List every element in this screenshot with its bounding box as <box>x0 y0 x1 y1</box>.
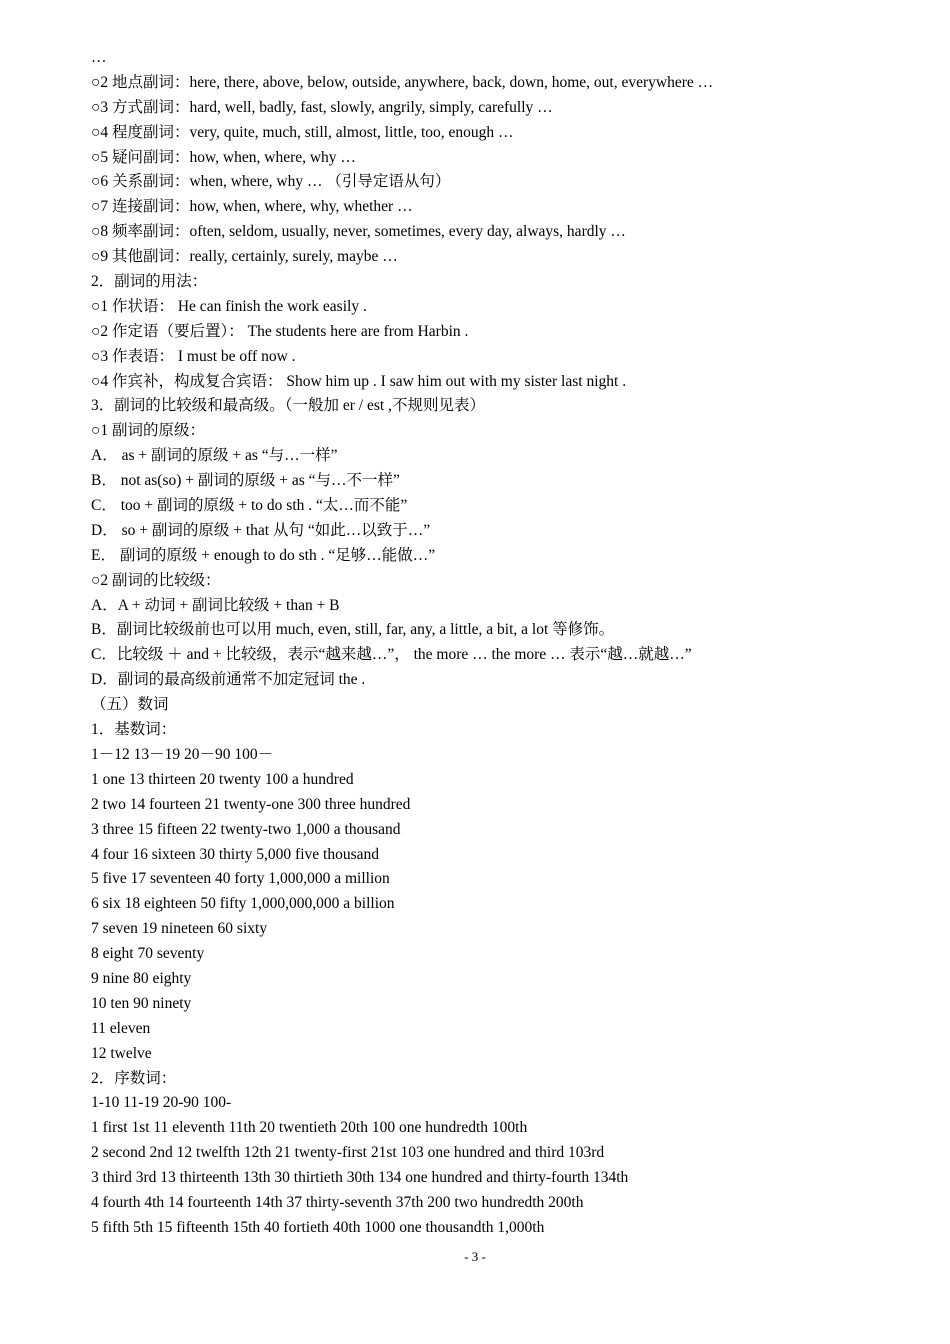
section-heading: 2．副词的用法： <box>91 273 208 291</box>
text-line: A．A + 动词 + 副词比较级 + than + B <box>91 596 340 614</box>
text-line: ○1 副词的原级： <box>91 422 205 440</box>
text-line: ○2 副词的比较级： <box>91 571 221 589</box>
text-line: ○4 作宾补，构成复合宾语： Show him up . I saw him out with my sister last night . <box>91 372 627 390</box>
text-line: ○6 关系副词：when, where, why … （引导定语从句） <box>91 173 451 191</box>
text-line: 7 seven 19 nineteen 60 sixty <box>91 920 268 938</box>
text-line: 4 four 16 sixteen 30 thirty 5,000 five thousand <box>91 845 379 863</box>
text-line: 3 third 3rd 13 thirteenth 13th 30 thirtieth 30th 134 one hundred and thirty-fourth 134th <box>91 1169 629 1187</box>
text-line: ○3 方式副词：hard, well, badly, fast, slowly, angrily, simply, carefully … <box>91 98 553 116</box>
text-line: 10 ten 90 ninety <box>91 994 192 1012</box>
text-line: 1－12 13－19 20－90 100－ <box>91 745 274 763</box>
text-line: 1 first 1st 11 eleventh 11th 20 twentieth 20th 100 one hundredth 100th <box>91 1119 528 1137</box>
text-line: 2 two 14 fourteen 21 twenty-one 300 three hundred <box>91 795 411 813</box>
section-heading: （五）数词 <box>91 696 169 714</box>
text-line: 1-10 11-19 20-90 100- <box>91 1094 232 1112</box>
text-line: A． as + 副词的原级 + as “与…一样” <box>91 447 338 465</box>
text-line: 12 twelve <box>91 1044 152 1062</box>
text-line: 5 fifth 5th 15 fifteenth 15th 40 fortieth 40th 1000 one thousandth 1,000th <box>91 1218 545 1236</box>
text-line: 5 five 17 seventeen 40 forty 1,000,000 a million <box>91 870 390 888</box>
text-line: ○2 地点副词：here, there, above, below, outside, anywhere, back, down, home, out, everywhere … <box>91 73 714 91</box>
text-line: 9 nine 80 eighty <box>91 969 192 987</box>
page-number: - 3 - <box>464 1249 486 1264</box>
text-line: 1 one 13 thirteen 20 twenty 100 a hundred <box>91 770 354 788</box>
text-line: 4 fourth 4th 14 fourteenth 14th 37 thirty-seventh 37th 200 two hundredth 200th <box>91 1193 584 1211</box>
text-line: ○5 疑问副词：how, when, where, why … <box>91 148 356 166</box>
text-line: B． not as(so) + 副词的原级 + as “与…不一样” <box>91 472 400 490</box>
text-line: 3 three 15 fifteen 22 twenty-two 1,000 a thousand <box>91 820 401 838</box>
text-line: C．比较级 ＋ and + 比较级，表示“越来越…”， the more … the more … 表示“越…就越…” <box>91 646 692 664</box>
text-line: D． so + 副词的原级 + that 从句 “如此…以致于…” <box>91 521 431 539</box>
text-line: ○4 程度副词：very, quite, much, still, almost, little, too, enough … <box>91 123 514 141</box>
text-line: ○9 其他副词：really, certainly, surely, maybe … <box>91 248 398 266</box>
text-line: 8 eight 70 seventy <box>91 945 205 963</box>
text-line: E． 副词的原级 + enough to do sth . “足够…能做…” <box>91 546 436 564</box>
text-line: ○8 频率副词：often, seldom, usually, never, sometimes, every day, always, hardly … <box>91 223 626 241</box>
section-heading: 1．基数词： <box>91 721 177 739</box>
text-line: ○7 连接副词：how, when, where, why, whether … <box>91 198 413 216</box>
document-body <box>91 46 921 1241</box>
text-line: 11 eleven <box>91 1019 151 1037</box>
text-line: ○3 作表语： I must be off now . <box>91 347 296 365</box>
text-line: 2 second 2nd 12 twelfth 12th 21 twenty-first 21st 103 one hundred and third 103rd <box>91 1144 605 1162</box>
text-line: C． too + 副词的原级 + to do sth . “太…而不能” <box>91 497 408 515</box>
section-heading: 3．副词的比较级和最高级。（一般加 er / est ,不规则见表） <box>91 397 485 415</box>
text-line: 6 six 18 eighteen 50 fifty 1,000,000,000 a billion <box>91 895 395 913</box>
text-line: D．副词的最高级前通常不加定冠词 the . <box>91 671 366 689</box>
text-line: ○2 作定语（要后置）： The students here are from Harbin . <box>91 322 469 340</box>
text-line: … <box>91 49 107 66</box>
text-line: B．副词比较级前也可以用 much, even, still, far, any, a little, a bit, a lot 等修饰。 <box>91 621 615 639</box>
text-line: ○1 作状语： He can finish the work easily . <box>91 297 367 315</box>
section-heading: 2．序数词： <box>91 1069 177 1087</box>
